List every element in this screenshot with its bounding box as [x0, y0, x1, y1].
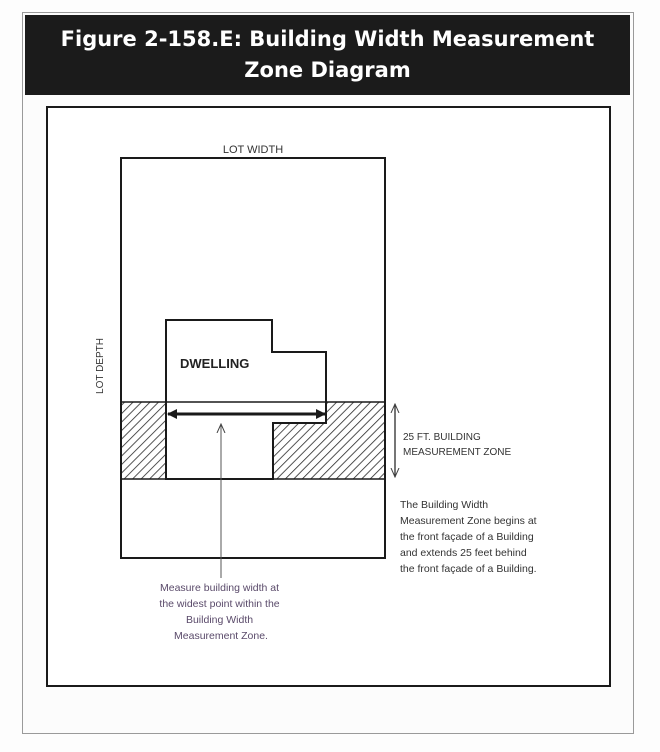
zone-description-line: the front façade of a Building.	[400, 563, 537, 575]
measure-note-line: Building Width	[185, 614, 254, 626]
measure-note-line: Measurement Zone.	[174, 630, 268, 642]
measure-note-line: Measure building width at	[160, 582, 280, 594]
lot-depth-label: LOT DEPTH	[95, 338, 106, 394]
zone-label-line: MEASUREMENT ZONE	[403, 447, 512, 458]
zone-label-line: 25 FT. BUILDING	[403, 432, 481, 443]
zone-description-line: and extends 25 feet behind	[400, 547, 527, 559]
diagram-border	[47, 107, 610, 686]
dwelling-label: DWELLING	[180, 356, 250, 371]
zone-description-line: The Building Width	[400, 499, 489, 511]
zone-description-line: Measurement Zone begins at	[400, 515, 537, 527]
figure-title: Figure 2-158.E: Building Width Measurement Zone Diagram	[60, 27, 595, 82]
zone-description-line: the front façade of a Building	[400, 531, 534, 543]
measure-note-line: the widest point within the	[159, 598, 280, 610]
lot-width-label: LOT WIDTH	[222, 144, 284, 156]
